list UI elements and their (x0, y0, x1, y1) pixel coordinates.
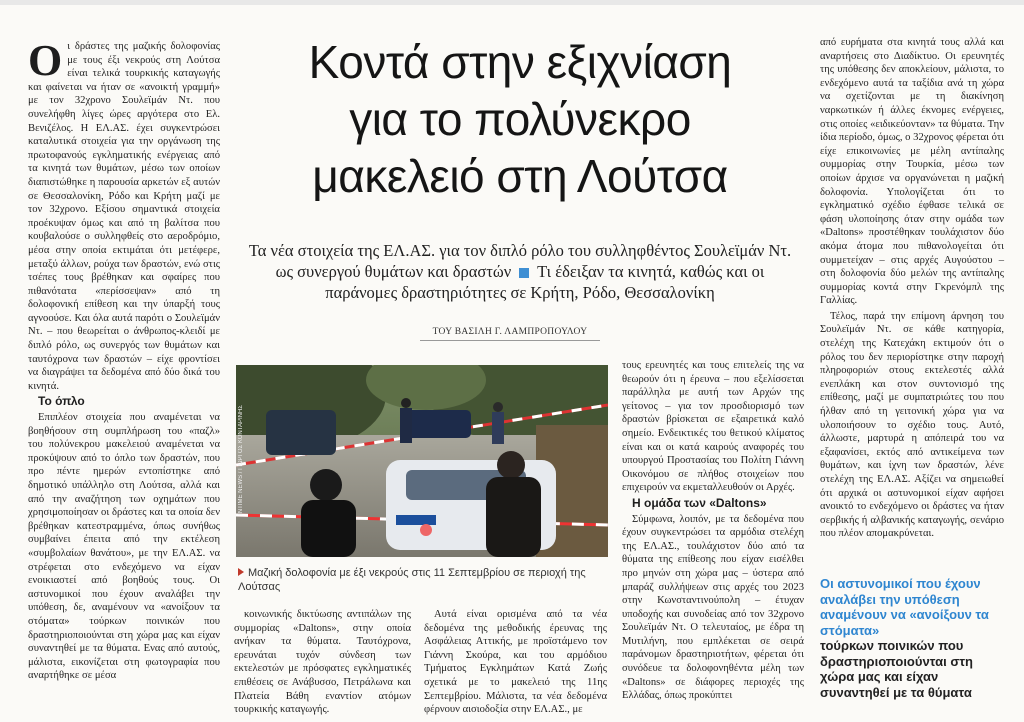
caption-triangle-icon (238, 568, 244, 576)
pull-quote-text: τούρκων ποινικών που δραστηριοποιούνται στη χώρα μας και είχαν συναντηθεί με τα θύματα (820, 638, 973, 700)
article-column-4 (622, 359, 804, 705)
headline (234, 34, 806, 205)
pull-quote-highlight: Οι αστυνομικοί που έχουν αναλάβει την υπόθεση αναμένουν να «ανοίξουν τα στόματα» (820, 576, 989, 638)
pull-quote (820, 576, 1004, 700)
article-column-1 (28, 36, 220, 685)
headline-line-3: μακελειό στη Λούτσα (312, 150, 728, 202)
article-column-3 (424, 608, 607, 719)
deck-part-2: Τι έδειξαν τα κινητά, καθώς και οι παράνομες δραστηριότητες σε Κρήτη, Ρόδο, Θεσσαλονίκη (325, 262, 765, 302)
paragraph: κοινωνικής δικτύωσης αντιπάλων της συμμορίας «Daltons», στην οποία ανήκαν τα θύματα. Ταυτόχρονα, ερευνάται τυχόν σύνδεση των εκτελεστών με πρόσφατες εγκληματικές επιθέσεις σε Ανάβυσσο, Πετράλωνα και Πλατεία Βάθη εναντίον ατόμων τουρκικής καταγωγής. (234, 609, 411, 716)
headline-line-1: Κοντά στην εξιχνίαση (308, 36, 732, 88)
paragraph: Τέλος, παρά την επίμονη άρνηση του Σουλεϊμάν Ντ. σε κάθε κατηγορία, στελέχη της Κατεχάκη εκτιμούν ότι ο ρόλος του δεν περιορίστηκε στην παροχή πληροφοριών στους εκτελεστές αλλά ενεπλάκη και στον συντονισμό της επίθεσης, μαζί με συμπατριώτες του που ήλθαν από τη γειτονική χώρα για να υλοποιήσουν το σχέδιο τους. Αυτό, άλλωστε, μαρτυρά η απόπειρά του να εξαφανίσει, εκτός από αντικείμενα των θυμάτων, και ίχνη των δραστών, λένε στελέχη της ΕΛ.ΑΣ. Αξίζει να σημειωθεί ότι αρχικά οι αστυνομικοί είχαν αφήσει ανοικτό το ενδεχόμενο οι δράστες να ήταν σερβικής ή αλβανικής καταγωγής, σενάριο που πλέον απομακρύνεται. (820, 310, 1004, 540)
paragraph: από ευρήματα στα κινητά τους αλλά και αναρτήσεις στο Διαδίκτυο. Οι ερευνητές της υπόθεσης δεν αποκλείουν, μάλιστα, το ενδεχόμενο αυτά τα ταξίδια ανά τη χώρα να σχετίζονται με τη διακίνηση ναρκωτικών ή άλλες έκνομες ενέργειες, στις οποίες «ειδικεύονταν» τα θύματα. Την ίδια περίοδο, όμως, ο 32χρονος φέρεται ότι είχε επικοινωνίες με μέλη αντίπαλης συμμορίας στην Τουρκία, μέσω των οποίων άρχισε να οργανώνεται η μαζική δολοφονία. Υπολογίζεται ότι το εγκληματικό σχέδιο έφθασε τελικά σε φάση υλοποίησης όταν στην ομάδα των «Daltons» προστέθηκαν τουλάχιστον δύο ακόμα άτομα που πιθανολογείται ότι συμμετείχαν – στις αρχές Αυγούστου – στη δολοφονία δύο μελών της αντίπαλης συμμορίας κοντά στην Γκρενόμπλ της Γαλλίας. (820, 37, 1004, 307)
headline-line-2: για το πολύνεκρο (349, 93, 691, 145)
square-bullet-icon (519, 268, 529, 278)
deck (244, 240, 796, 303)
top-rule (0, 0, 1024, 5)
article-column-5 (820, 36, 1004, 543)
paragraph: Επιπλέον στοιχεία που αναμένεται να βοηθήσουν στη συμπλήρωση του «παζλ» του πολύνεκρου μακελειού αναμένεται να προκύψουν από το όπλο των δραστών, που προ πέντε ημερών εντοπίστηκε από δημοτικό υπάλληλο στη Λούτσα, αλλά και από την αναζήτηση των οχημάτων που χρησιμοποίησαν οι δράστες και τα οποία δεν βρέθηκαν κατεστραμμένα, όπως συνήθως συμβαίνει έπειτα από την εκτέλεση «συμβολαίων θανάτου», με την ΕΛ.ΑΣ. να στρέφεται στο ενδεχόμενο να είχαν ενοικιαστεί από βοηθούς τους. Οι αστυνομικοί που έχουν αναλάβει την υπόθεση, δε, αναμένουν να «ανοίξουν τα στόματα» τούρκων ποινικών που δραστηριοποιούνται στη χώρα μας και είχαν συναντηθεί με τα θύματα. Ενας από αυτούς, μάλιστα, εικονίζεται στη φωτογραφία που αναρτήθηκε σε μέσα (28, 412, 220, 682)
caption-text: Μαζική δολοφονία με έξι νεκρούς στις 11 Σεπτεμβρίου σε περιοχή της Λούτσας (238, 567, 586, 593)
crime-scene-photo-icon (236, 365, 608, 557)
deck-part-1: Τα νέα στοιχεία της ΕΛ.ΑΣ. για τον διπλό ρόλο του συλληφθέντος Σουλεϊμάν Ντ. ως συνεργού θυμάτων και δραστών (248, 241, 792, 281)
byline: ΤΟΥ ΒΑΣΙΛΗ Γ. ΛΑΜΠΡΟΠΟΥΛΟΥ (420, 327, 600, 341)
lead-paragraph (28, 36, 220, 393)
paragraph: Σύμφωνα, λοιπόν, με τα δεδομένα που έχουν συγκεντρώσει τα αρμόδια στελέχη της ΕΛ.ΑΣ., τουλάχιστον δύο από τα θύματα της επίθεσης που είχαν εισέλθει προ μηνών στη χώρα μας – ύστερα από μπαράζ συλλήψεων στις αρχές του 2023 στην Κωνσταντινούπολη – έτυχαν υποδοχής και συνοδείας από τον 32χρονο Σουλεϊμάν Ντ. Ο τελευταίος, με έδρα τη Μυτιλήνη, που εμπλέκεται σε σειρά παράνομων δραστηριοτήτων, φέρεται ότι συνόδευε τα δολοφονηθέντα μέλη των «Daltons» σε διάφορες περιοχές της Ελλάδας, όπως προκύπτει (622, 513, 804, 702)
subhead-daltons: Η ομάδα των «Daltons» (632, 495, 767, 510)
news-photo (236, 365, 608, 557)
photo-caption (238, 566, 608, 594)
article-column-2 (234, 608, 411, 719)
lead-text: ι δράστες της μαζικής δολοφονίας με τους έξι νεκρούς στη Λούτσα είναι τελικά τουρκικής καταγωγής και φαίνεται να ήταν σε «ανοικτή γραμμή» με τον 32χρονο Σουλεϊμάν Ντ. που συνελήφθη λίγες ώρες αργότερα στο Ελ. Βενιζέλος. Η ΕΛ.ΑΣ. έχει συγκεντρώσει καταλυτικά στοιχεία για την οργάνωση της πρωτοφανούς εγκληματικής ενέργειας από τα κινητά των θυμάτων, μέσω των οποίων διαπιστώθηκε η παρουσία αρκετών εξ αυτών σε Θεσσαλονίκη, Ρόδο και Κρήτη μαζί με τον 32χρονο. Εξίσου σημαντικά στοιχεία προέκυψαν όμως και από τη βαλίτσα που κουβαλούσε ο συλληφθείς στο αεροδρόμιο, μέσα στην οποία εκτιμάται ότι μετέφερε, μεταξύ άλλων, ρούχα των δραστών, ενώ στις τσέπες τους βρέθηκαν και σφαίρες που πιθανότατα «περίσσεψαν» από τη δολοφονική επίθεση και την ύπαρξή τους αγνοούσε. Και όλα αυτά παρότι ο Σουλεϊμάν Ντ. – που θεωρείται ο άνθρωπος-κλειδί με διπλό ρόλο, ως συνεργός των θυμάτων και ταυτόχρονα των δραστών – είχε φροντίσει να διαγράψει τα δεδομένα από δύο δικά του κινητά. (28, 41, 220, 392)
photo-credit: INTIME NEWS / ΓΙΩΡΓΟΣ ΚΟΝΤΑΡΙΝΗΣ (238, 405, 244, 515)
paragraph: Αυτά είναι ορισμένα από τα νέα δεδομένα της μεθοδικής έρευνας της Ασφάλειας Αττικής, με προϊστάμενο τον Γιάννη Σκούρα, και του αρμόδιου Τμήματος Εγκλημάτων Κατά Ζωής σχετικά με το μακελειό της 11ης Σεπτεμβρίου. Μάλιστα, τα νέα δεδομένα φέρνουν αισιοδοξία στην ΕΛ.ΑΣ., με (424, 609, 607, 716)
drop-cap: Ο (28, 36, 63, 85)
paragraph: τους ερευνητές και τους επιτελείς της να θεωρούν ότι η έρευνα – που εξελίσσεται παράλληλα με αυτή των Αρχών της γείτονος – για τον προσδιορισμό των δραστών βρίσκεται σε εξαιρετικά καλό σημείο. Ενδεικτικές του θετικού κλίματος είναι και οι κατά καιρούς αναφορές του υπουργού Προστασίας του Πολίτη Γιάννη Οικονόμου σε πλήθος στοιχείων που επιχειρούν να εκμεταλλευθούν οι Αρχές. (622, 360, 804, 494)
subhead-weapon: Το όπλο (38, 394, 85, 409)
